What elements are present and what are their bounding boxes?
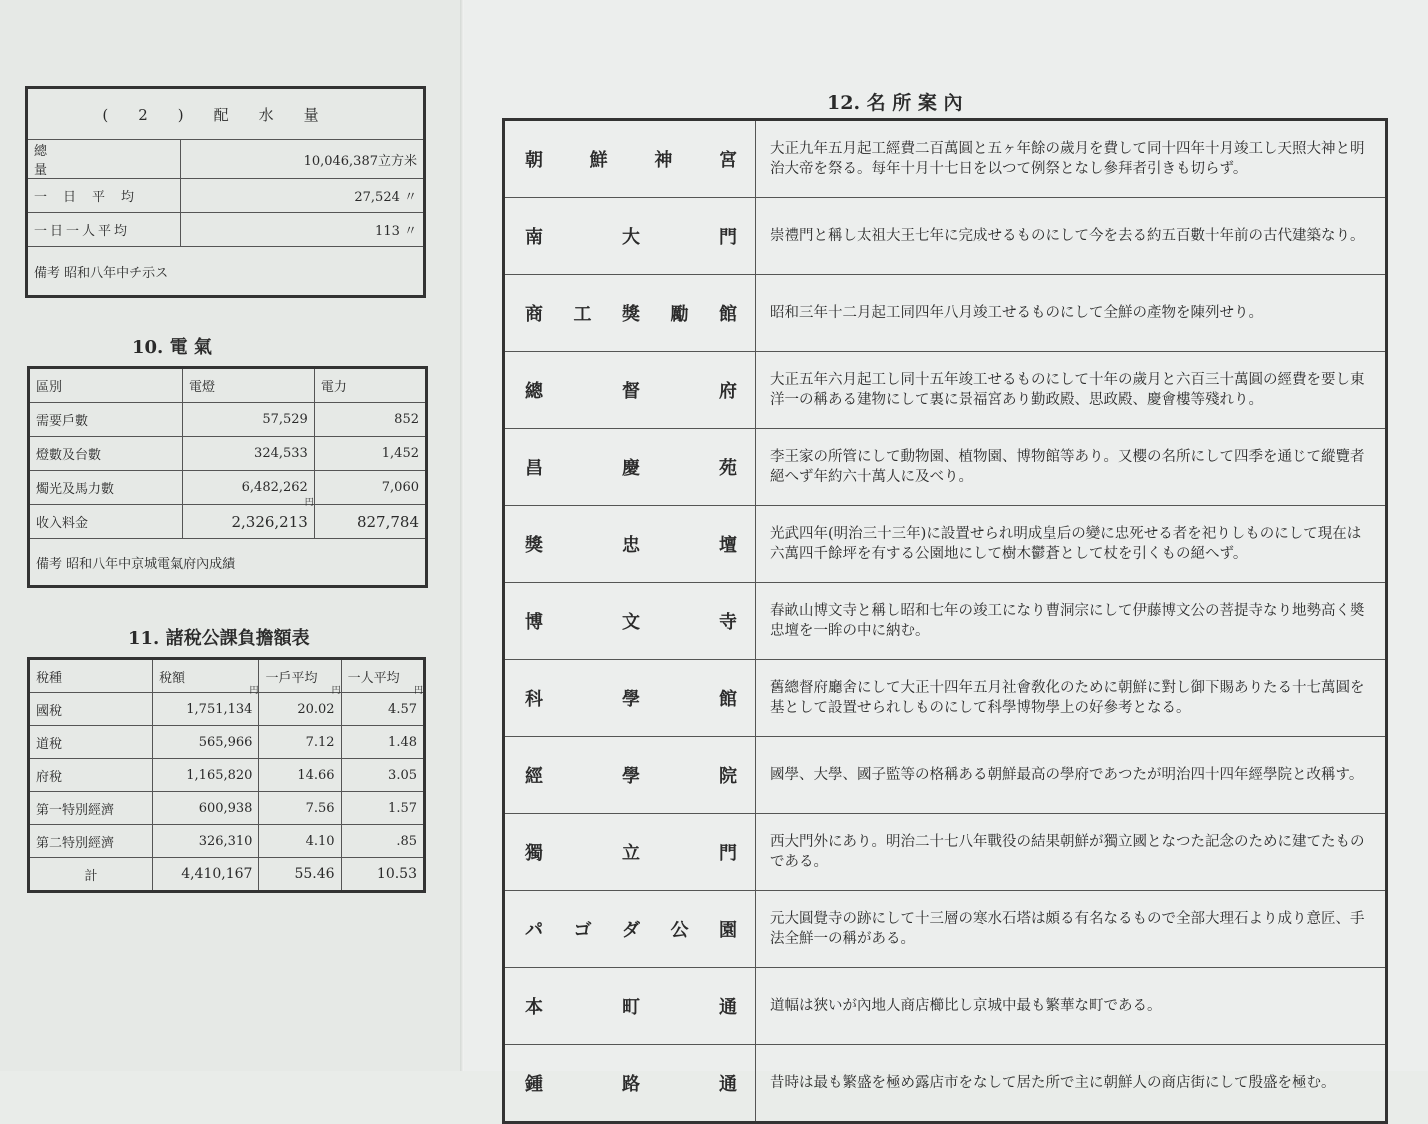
table-row <box>29 726 425 759</box>
col-header: 一戶平均 <box>259 659 341 693</box>
per-house-cell <box>259 686 341 726</box>
yen-mark: 円 <box>331 686 341 696</box>
water-distribution-table <box>25 86 426 298</box>
place-desc: 昔時は最も繁盛を極め露店市をなして居た所で主に朝鮮人の商店街にして殷盛を極む。 <box>756 1045 1387 1123</box>
place-desc: 大正五年六月起工し同十五年竣工せるものにして十年の歲月と六百三十萬圓の經費を要し東洋一の稱ある建物にして裏に景福宮あり勤政殿、思政殿、慶會樓等殘れり。 <box>756 352 1387 429</box>
table-row <box>29 693 425 726</box>
row-label: 燭光及馬力數 <box>29 471 183 505</box>
page-fold <box>460 0 464 1071</box>
place-name: 本町通 <box>504 968 756 1045</box>
row-label: 需要戶數 <box>29 403 183 437</box>
place-name: 經學院 <box>504 737 756 814</box>
per-person-value: 10.53 <box>341 858 424 892</box>
per-person-value: 4.57 <box>388 701 417 717</box>
table-row <box>504 198 1387 275</box>
col-header: 稅額 <box>153 659 259 693</box>
power-value: 7,060 <box>314 471 426 505</box>
place-name: 商工獎勵館 <box>504 275 756 352</box>
row-label: 道稅 <box>29 726 153 759</box>
per-person-value: 3.05 <box>341 759 424 792</box>
table-row <box>504 583 1387 660</box>
place-name: 朝鮮神宮 <box>504 120 756 198</box>
table-row <box>29 759 425 792</box>
col-header: 一人平均 <box>341 659 424 693</box>
place-desc: 舊總督府廳舍にして大正十四年五月社會敎化のために朝鮮に對し御下賜ありたる十七萬圓を基として設置せられしものにして科學博物學上の好參考となる。 <box>756 660 1387 737</box>
place-desc: 道幅は狹いが內地人商店櫛比し京城中最も繁華な町である。 <box>756 968 1387 1045</box>
amount-value: 600,938 <box>153 792 259 825</box>
amount-cell <box>153 686 259 726</box>
per-house-value: 4.10 <box>259 825 341 858</box>
power-value: 852 <box>314 403 426 437</box>
electricity-table <box>27 366 428 588</box>
col-header: 稅種 <box>29 659 153 693</box>
per-house-value: 20.02 <box>297 701 335 717</box>
lamp-value: 6,482,262 <box>183 471 315 505</box>
row-label: 國稅 <box>29 693 153 726</box>
lamp-value: 57,529 <box>183 403 315 437</box>
tax-table <box>27 657 426 893</box>
per-house-value: 7.56 <box>259 792 341 825</box>
yen-mark: 円 <box>304 498 314 508</box>
table-row <box>504 660 1387 737</box>
place-desc: 昭和三年十二月起工同四年八月竣工せるものにして全鮮の產物を陳列せり。 <box>756 275 1387 352</box>
per-house-value: 55.46 <box>259 858 341 892</box>
amount-value: 4,410,167 <box>153 858 259 892</box>
water-caption: (2)配水量 <box>27 88 425 140</box>
place-desc: 西大門外にあり。明治二十七八年戰役の結果朝鮮が獨立國となつた記念のために建てたものである。 <box>756 814 1387 891</box>
place-desc: 春畝山博文寺と稱し昭和七年の竣工になり曹洞宗にして伊藤博文公の菩提寺なり地勢高く奬忠壇を一眸の中に納む。 <box>756 583 1387 660</box>
water-row-label: 一日一人平均 <box>27 213 181 247</box>
col-header: 電力 <box>314 368 426 403</box>
lamp-value: 324,533 <box>183 437 315 471</box>
per-person-value: 1.57 <box>341 792 424 825</box>
row-label: 燈數及台數 <box>29 437 183 471</box>
electric-note: 備考 昭和八年中京城電氣府內成績 <box>29 539 427 587</box>
table-row <box>504 275 1387 352</box>
tax-title: 11. 諸稅公課負擔額表 <box>128 628 310 649</box>
place-desc: 國學、大學、國子監等の格稱ある朝鮮最高の學府であつたが明治四十四年經學院と改稱す。 <box>756 737 1387 814</box>
per-house-value: 7.12 <box>259 726 341 759</box>
table-header-row <box>29 659 425 693</box>
table-row <box>27 179 425 213</box>
amount-value: 1,751,134 <box>186 701 253 717</box>
power-value: 827,784 <box>314 505 426 539</box>
water-row-value: 27,524 〃 <box>181 179 425 213</box>
table-row <box>504 891 1387 968</box>
table-row <box>504 352 1387 429</box>
water-row-label: 總量 <box>27 140 181 179</box>
place-desc: 大正九年五月起工經費二百萬圓と五ヶ年餘の歲月を費して同十四年十月竣工し天照大神と明治大帝を祭る。每年十月十七日を以つて例祭となし參拜者引きも切らず。 <box>756 120 1387 198</box>
place-name: パゴダ公園 <box>504 891 756 968</box>
place-name: 博文寺 <box>504 583 756 660</box>
electric-title: 10. 電 氣 <box>132 337 212 358</box>
place-name: 獨立門 <box>504 814 756 891</box>
per-person-value: 1.48 <box>341 726 424 759</box>
table-row <box>504 1045 1387 1123</box>
water-row-label: 一日平均 <box>27 179 181 213</box>
table-row <box>27 213 425 247</box>
power-value: 1,452 <box>314 437 426 471</box>
place-name: 科學館 <box>504 660 756 737</box>
place-name: 獎忠壇 <box>504 506 756 583</box>
water-row-value: 113 〃 <box>181 213 425 247</box>
table-row <box>504 968 1387 1045</box>
table-row-total <box>29 858 425 892</box>
row-label: 第一特別經濟 <box>29 792 153 825</box>
place-name: 總督府 <box>504 352 756 429</box>
place-desc: 元大圓覺寺の跡にして十三層の寒水石塔は頗る有名なるもので全部大理石より成り意匠、手法全鮮一の稱がある。 <box>756 891 1387 968</box>
place-name: 昌慶苑 <box>504 429 756 506</box>
lamp-value: 2,326,213 <box>231 512 308 531</box>
places-title: 12. 名 所 案 內 <box>827 92 963 114</box>
table-row <box>504 506 1387 583</box>
place-name: 南大門 <box>504 198 756 275</box>
place-name: 鍾路通 <box>504 1045 756 1123</box>
table-row <box>504 120 1387 198</box>
row-label: 收入料金 <box>29 505 183 539</box>
table-row <box>27 140 425 179</box>
per-person-cell <box>341 686 424 726</box>
col-header: 電燈 <box>183 368 315 403</box>
table-row <box>29 437 427 471</box>
lamp-value-cell <box>183 498 315 539</box>
col-header: 區別 <box>29 368 183 403</box>
table-row <box>29 505 427 539</box>
table-row <box>504 737 1387 814</box>
yen-mark: 円 <box>413 686 423 696</box>
table-header-row <box>29 368 427 403</box>
table-row <box>29 471 427 505</box>
place-desc: 崇禮門と稱し太祖大王七年に完成せるものにして今を去る約五百數十年前の古代建築なり。 <box>756 198 1387 275</box>
amount-value: 1,165,820 <box>153 759 259 792</box>
table-row <box>29 792 425 825</box>
table-row <box>29 825 425 858</box>
table-row <box>504 814 1387 891</box>
place-desc: 光武四年(明治三十三年)に設置せられ明成皇后の變に忠死せる者を祀りしものにして現在は六萬四千餘坪を有する公園地にして樹木鬱蒼として杖を引くもの絕へず。 <box>756 506 1387 583</box>
table-row <box>504 429 1387 506</box>
water-row-value: 10,046,387立方米 <box>181 140 425 179</box>
per-house-value: 14.66 <box>259 759 341 792</box>
row-label: 計 <box>29 858 153 892</box>
yen-mark: 円 <box>249 686 259 696</box>
table-row <box>29 403 427 437</box>
amount-value: 565,966 <box>153 726 259 759</box>
row-label: 府稅 <box>29 759 153 792</box>
amount-value: 326,310 <box>153 825 259 858</box>
row-label: 第二特別經濟 <box>29 825 153 858</box>
places-table <box>502 118 1388 1124</box>
water-note: 備考 昭和八年中チ示ス <box>27 247 425 297</box>
place-desc: 李王家の所管にして動物園、植物園、博物館等あり。又櫻の名所にして四季を通じて縱覽者絕へず年約六十萬人に及べり。 <box>756 429 1387 506</box>
per-person-value: .85 <box>341 825 424 858</box>
